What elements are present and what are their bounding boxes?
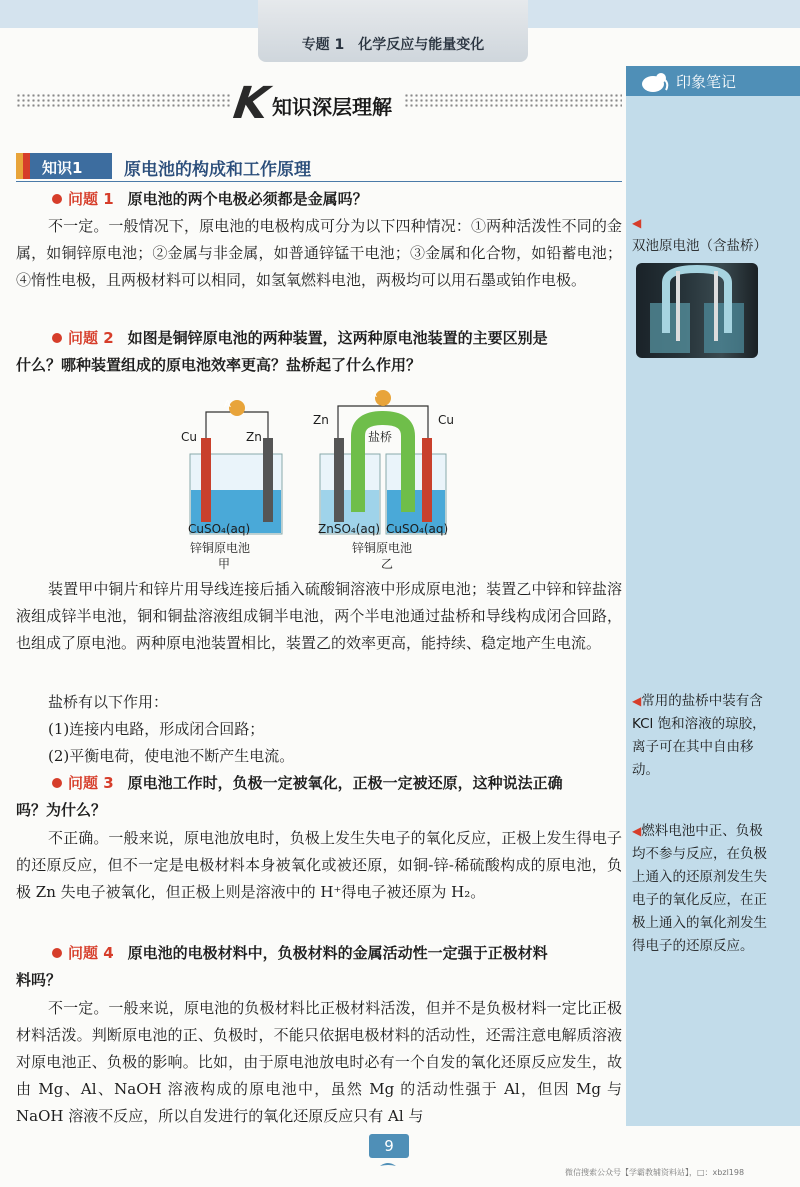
leaf-icon [52, 333, 62, 343]
yi-sub: 乙 [381, 557, 394, 571]
section-mark: K [230, 78, 272, 129]
ammeter-icon [229, 400, 245, 416]
answer-4: 不一定。一般来说，原电池的负极材料比正极材料活泼，但并不是负极材料一定比正极材料活泼。判断原电池的正、负极时，不能只依据电极材料的活动性，还需注意电解质溶液对原电池正、负极的影响。比如，由于原电池放电时必有一个自发的氧化还原反应发生，故由 Mg、Al、NaOH 溶液构成的原电池中，虽然 Mg 的活动性强于 Al，但因 Mg 与 NaOH 溶液不反应，所以自发进行的氧化还原反应只有 Al 与 [16, 999, 622, 1125]
ammeter-icon [375, 390, 391, 406]
title-underline [16, 181, 622, 182]
cu-electrode [201, 438, 211, 522]
note-3: ◀燃料电池中正、负极均不参与反应，在负极上通入的还原剂发生失电子的氧化反应，在正极上通入的氧化剂发生得电子的还原反应。 [632, 823, 767, 954]
notes-title: 印象笔记 [676, 73, 737, 91]
leaf-icon [52, 778, 62, 788]
book-icon [16, 153, 38, 179]
note-1: ◀双池原电池（含盐桥） [632, 216, 767, 254]
dotted-rule-right [404, 93, 622, 107]
leaf-icon [52, 194, 62, 204]
yi-right-solution: CuSO₄(aq) [386, 522, 449, 536]
leaf-icon [52, 948, 62, 958]
cell-jia [190, 400, 282, 534]
page-number: 9 [369, 1134, 409, 1158]
cell-yi [320, 390, 449, 536]
note-2: ◀常用的盐桥中装有含 KCl 饱和溶液的琼胶，离子可在其中自由移动。 [632, 693, 766, 778]
question-3: 问题 3 原电池工作时，负极一定被氧化，正极一定被还原，这种说法正确 吗？为什么？ [16, 774, 563, 819]
yi-caption: 锌铜原电池 [352, 541, 413, 555]
bird-icon [380, 1160, 396, 1172]
section-heading: 知识深层理解 [272, 95, 392, 119]
jia-solution: CuSO₄(aq) [188, 522, 251, 536]
salt-bridge-item-1: (1)连接内电路，形成闭合回路； [48, 720, 265, 738]
footer-watermark: 微信搜索公众号【学霸教辅资料站】，□：xbzl198 [565, 1168, 745, 1177]
yi-bridge-label: 盐桥 [368, 430, 393, 444]
answer-1: 不一定。一般情况下，原电池的电极构成可分为以下四种情况：①两种活泼性不同的金属，如铜锌原电池；②金属与非金属，如普通锌锰干电池；③金属和化合物，如铅蓄电池；④惰性电极，且两极材料可以相同，如氢氧燃料电池，两极均可以用石墨或铂作电极。 [16, 217, 622, 289]
salt-bridge-intro: 盐桥有以下作用： [48, 693, 169, 711]
zn-electrode [263, 438, 273, 522]
triangle-icon: ◀ [632, 694, 642, 708]
jia-right-electrode: Zn [246, 430, 262, 444]
yi-left-electrode: Zn [313, 413, 329, 427]
meter-jia-label: A [224, 399, 231, 410]
jia-caption: 锌铜原电池 [190, 541, 251, 555]
salt-bridge-photo [636, 263, 758, 358]
knowledge-label: 知识1 [42, 159, 83, 177]
triangle-icon: ◀ [632, 216, 642, 230]
meter-yi-label: A [370, 389, 377, 400]
question-4: 问题 4 原电池的电极材料中，负极材料的金属活动性一定强于正极材料 料吗？ [16, 944, 548, 989]
yi-right-electrode: Cu [438, 413, 454, 427]
answer-2: 装置甲中铜片和锌片用导线连接后插入硫酸铜溶液中形成原电池；装置乙中锌和锌盐溶液组成锌半电池，铜和铜盐溶液组成铜半电池，两个半电池通过盐桥和导线构成闭合回路，也组成了原电池。两种原电池装置相比，装置乙的效率更高，能持续、稳定地产生电流。 [16, 580, 622, 652]
triangle-icon: ◀ [632, 824, 642, 838]
yi-left-solution: ZnSO₄(aq) [318, 522, 381, 536]
chapter-title: 专题 1 化学反应与能量变化 [301, 37, 485, 53]
question-2: 问题 2 如图是铜锌原电池的两种装置，这两种原电池装置的主要区别是 什么？哪种装置组成的原电池效率更高？盐桥起了什么作用？ [16, 329, 548, 374]
knowledge-title: 原电池的构成和工作原理 [124, 160, 311, 180]
answer-3: 不正确。一般来说，原电池放电时，负极上发生失电子的氧化反应，正极上发生得电子的还原反应，但不一定是电极材料本身被氧化或被还原，如铜-锌-稀硫酸构成的原电池，负极 Zn 失电子被氧化，但正极上则是溶液中的 H⁺得电子被还原为 H₂。 [16, 829, 622, 901]
jia-sub: 甲 [218, 557, 231, 571]
question-1: 问题 1 原电池的两个电极必须都是金属吗？ [16, 186, 622, 213]
salt-bridge-item-2: (2)平衡电荷，使电池不断产生电流。 [48, 747, 295, 765]
elephant-icon [636, 66, 670, 96]
dotted-rule-left [16, 93, 230, 107]
jia-left-electrode: Cu [181, 430, 197, 444]
